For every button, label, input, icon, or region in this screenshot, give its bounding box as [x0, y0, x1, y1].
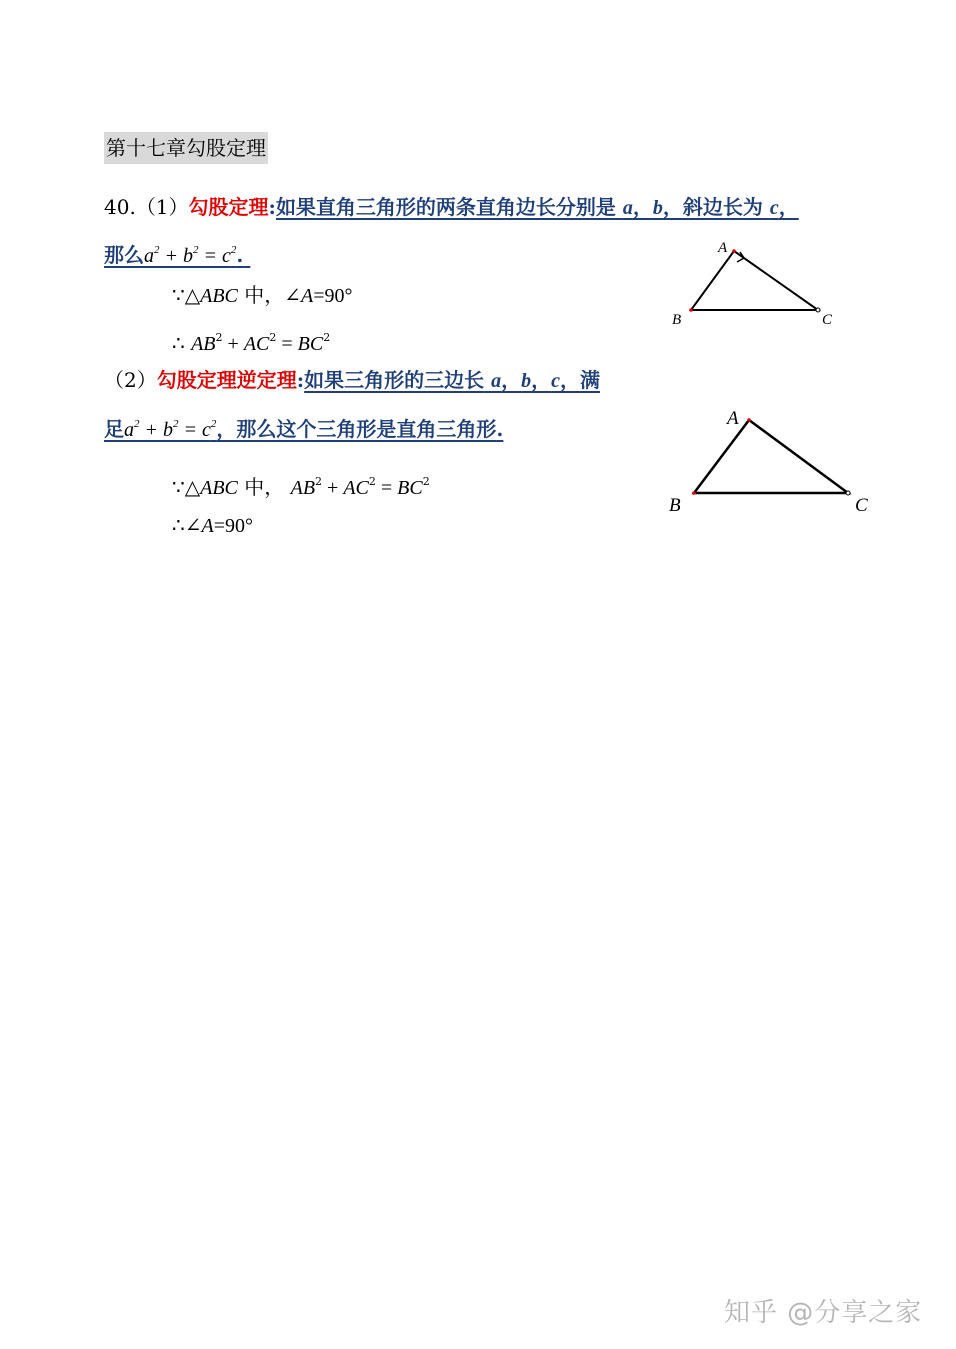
- triangle-outline: [691, 251, 818, 310]
- watermark: 知乎 @分享之家: [724, 1298, 923, 1328]
- part1-statement: 如果直角三角形的两条直角边长分别是 a，b，斜边长为 c，: [275, 195, 799, 219]
- label-c: C: [822, 312, 833, 328]
- vertex-b-dot: [689, 308, 693, 312]
- chapter-title: 第十七章勾股定理: [104, 132, 268, 164]
- part2-conclusion: 足$a^2 + b^2 = c^2$，那么这个三角形是直角三角形.: [104, 417, 504, 441]
- part2-tag: （2）: [104, 368, 157, 392]
- figure-triangle-converse: [660, 400, 880, 520]
- vertex-b-dot: [692, 491, 696, 495]
- part2-proof-conclusion: ∴∠A=90°: [172, 513, 253, 537]
- part2-theorem-name: 勾股定理逆定理: [156, 368, 297, 392]
- part1-proof-conclusion: ∴ $AB^2 + AC^2 = BC^2$: [172, 331, 331, 355]
- label-b: B: [672, 312, 682, 328]
- part1-proof-given: ∵△ABC 中，∠A=90°: [172, 283, 353, 307]
- vertex-a-dot: [747, 418, 751, 422]
- part1-tag: （1）: [135, 195, 189, 219]
- part2-line1: [104, 366, 600, 395]
- label-a: A: [727, 408, 739, 429]
- label-a: A: [718, 240, 728, 256]
- part1-line2: [104, 236, 250, 270]
- part2-formula: $a^2 + b^2 = c^2$: [124, 418, 217, 441]
- problem-number: 40.: [104, 195, 136, 219]
- part2-colon: :: [296, 368, 305, 392]
- part1-conclusion: 那么$a^2 + b^2 = c^2$.: [104, 243, 244, 267]
- vertex-c-dot: [816, 308, 820, 312]
- part2-proof-given: ∵△ABC 中， $AB^2 + AC^2 = BC^2$: [172, 475, 430, 499]
- part1-theorem-name: 勾股定理: [188, 195, 269, 219]
- figure-right-triangle: [660, 230, 850, 340]
- label-c: C: [855, 495, 868, 516]
- label-b: B: [669, 495, 681, 516]
- part1-formula: $a^2 + b^2 = c^2$: [144, 244, 237, 267]
- part2-statement: 如果三角形的三边长 a，b，c，满: [304, 368, 600, 392]
- vertex-a-dot: [732, 249, 736, 253]
- vertex-c-dot: [846, 491, 850, 495]
- triangle-outline: [694, 420, 848, 493]
- part2-line2: [104, 410, 503, 444]
- part1-colon: :: [268, 195, 276, 219]
- part1-line1: [104, 193, 799, 222]
